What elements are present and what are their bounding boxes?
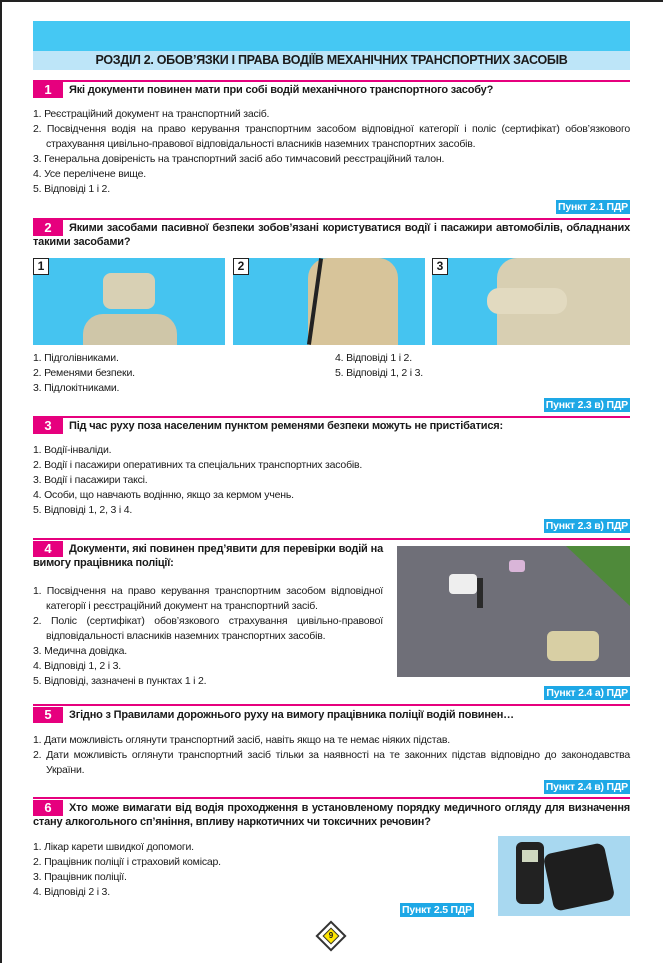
image-label: 3 (432, 258, 448, 275)
question-number: 4 (33, 541, 63, 557)
answer-option[interactable]: 3. Водії і пасажири таксі. (33, 474, 148, 486)
rule-reference: Пункт 2.3 в) ПДР (545, 520, 628, 532)
answer-option[interactable]: 4. Особи, що навчають водінню, якщо за кермом учень. (33, 489, 294, 501)
answer-option[interactable]: 1. Дати можливість оглянути транспортний засіб, навіть якщо на те немає ніяких підстав. (33, 734, 450, 746)
question-text: Які документи повинен мати при собі водій механічного транспортного засобу? (69, 84, 494, 96)
question-text: Документи, які повинен пред’явити для перевірки водій на вимогу працівника поліції: (33, 543, 383, 569)
headrest-image (33, 258, 225, 345)
header-band (33, 21, 630, 51)
answer-option[interactable]: 5. Відповіді, зазначені в пунктах 1 і 2. (33, 675, 207, 687)
answer-option[interactable]: 1. Реєстраційний документ на транспортний засіб. (33, 108, 270, 120)
rule-reference: Пункт 2.3 в) ПДР (545, 399, 628, 411)
answer-list (33, 107, 630, 197)
answer-option[interactable]: 1. Лікар карети швидкої допомоги. (33, 841, 194, 853)
image-label: 2 (233, 258, 249, 275)
answer-option[interactable]: 1. Посвідчення на право керування транспортним засобом відповідної категорії і реєстраційний документ на транспортний засіб. (33, 585, 383, 612)
question-divider (33, 218, 630, 220)
answer-list (335, 351, 615, 381)
question-divider (33, 797, 630, 799)
answer-option[interactable]: 3. Працівник поліції. (33, 871, 127, 883)
answer-option[interactable]: 3. Підлокітниками. (33, 382, 120, 394)
rule-reference: Пункт 2.4 а) ПДР (546, 687, 628, 699)
answer-option[interactable]: 4. Усе перелічене вище. (33, 168, 146, 180)
question-number: 3 (33, 418, 63, 434)
question-number: 2 (33, 220, 63, 236)
answer-option[interactable]: 4. Відповіді 1, 2 і 3. (33, 660, 121, 672)
armrest-image (432, 258, 630, 345)
answer-option[interactable]: 4. Відповіді 2 і 3. (33, 886, 110, 898)
answer-option[interactable]: 2. Поліс (сертифікат) обов’язкового страхування цивільно-правової відповідальності власників наземних транспортних засобів. (33, 615, 383, 642)
answer-option[interactable]: 2. Дати можливість оглянути транспортний засіб тільки за наявності на те законних підстав відповідно до законодавства України. (33, 749, 630, 776)
answer-option[interactable]: 5. Відповіді 1, 2, 3 і 4. (33, 504, 133, 516)
answer-option[interactable]: 2. Посвідчення водія на право керування транспортним засобом відповідної категорії і поліс (сертифікат) обов’язкового страхування цивільно-правової відповідальності власників наземних транспортних засобів. (33, 123, 630, 150)
answer-list (33, 733, 630, 778)
page-number: 9 (328, 931, 334, 940)
answer-option[interactable]: 2. Працівник поліції і страховий комісар. (33, 856, 221, 868)
question-text: Якими засобами пасивної безпеки зобов’язані користуватися водії і пасажири автомобілів, обладнаних такими засобами? (33, 222, 630, 248)
question-divider (33, 538, 630, 540)
answer-option[interactable]: 1. Водії-інваліди. (33, 444, 112, 456)
answer-option[interactable]: 3. Медична довідка. (33, 645, 127, 657)
rule-reference: Пункт 2.4 в) ПДР (545, 781, 628, 793)
question-divider (33, 80, 630, 82)
question-text: Згідно з Правилами дорожнього руху на вимогу працівника поліції водій повинен… (69, 709, 514, 721)
answer-option[interactable]: 2. Ременями безпеки. (33, 367, 135, 379)
answer-option[interactable]: 3. Генеральна довіреність на транспортний засіб або тимчасовий реєстраційний талон. (33, 153, 445, 165)
question-divider (33, 704, 630, 706)
seatbelt-image (233, 258, 425, 345)
answer-option[interactable]: 5. Відповіді 1, 2 і 3. (335, 367, 423, 379)
question-divider (33, 416, 630, 418)
rule-reference: Пункт 2.1 ПДР (558, 201, 628, 213)
answer-list (33, 443, 630, 518)
breathalyzer-image (498, 836, 630, 916)
rule-reference: Пункт 2.5 ПДР (402, 904, 472, 916)
answer-option[interactable]: 1. Підголівниками. (33, 352, 119, 364)
answer-option[interactable]: 2. Водії і пасажири оперативних та спеціальних транспортних засобів. (33, 459, 363, 471)
question-number: 6 (33, 800, 63, 816)
question-text: Хто може вимагати від водія проходження в установленому порядку медичного огляду для визначення стану алкогольного сп’яніння, впливу наркотичних чи токсичних речовин? (33, 802, 630, 828)
police-stop-image (397, 546, 630, 677)
image-label: 1 (33, 258, 49, 275)
question-number: 5 (33, 707, 63, 723)
section-title: РОЗДІЛ 2. ОБОВ’ЯЗКИ І ПРАВА ВОДІЇВ МЕХАНІЧНИХ ТРАНСПОРТНИХ ЗАСОБІВ (95, 53, 568, 67)
answer-option[interactable]: 4. Відповіді 1 і 2. (335, 352, 412, 364)
question-text: Під час руху поза населеним пунктом ременями безпеки можуть не пристібатися: (69, 420, 503, 432)
answer-list (33, 840, 473, 900)
question-number: 1 (33, 82, 63, 98)
answer-option[interactable]: 5. Відповіді 1 і 2. (33, 183, 110, 195)
answer-list (33, 584, 383, 689)
answer-list (33, 351, 313, 396)
